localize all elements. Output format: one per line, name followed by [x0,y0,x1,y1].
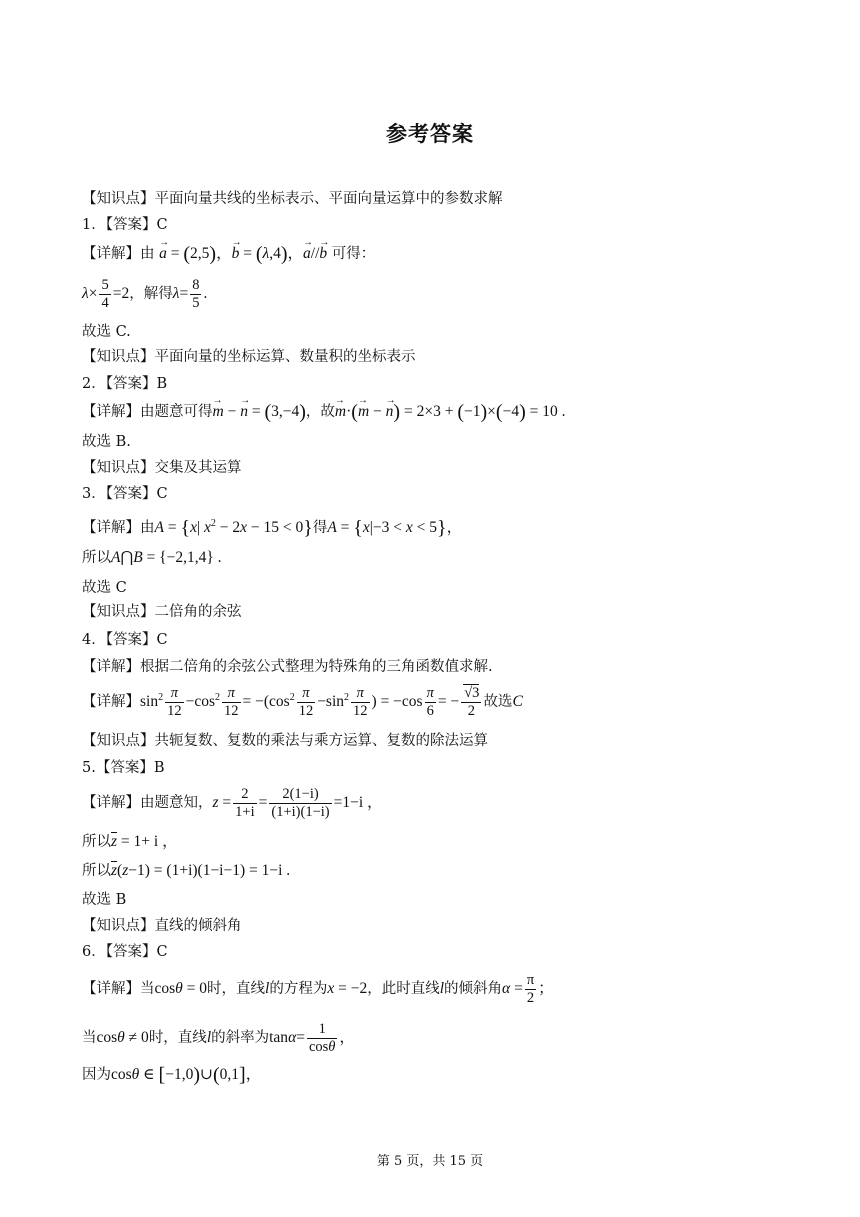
q2-knowledge-text: 平面向量的坐标运算、数量积的坐标表示 [154,349,416,365]
q3-intersection-line [82,548,222,568]
page-footer: 第 5 页，共 15 页 [376,1154,484,1169]
q3-detail-line [82,514,462,538]
answer-tag: 【答案】 [105,486,157,502]
q4-conclusion-text: 故选 [483,694,513,711]
answer-tag: 【答案】 [105,376,157,392]
q1-solve-line [82,277,207,312]
q5-conclusion: 故选 B [82,892,127,908]
q3-knowledge-text: 交集及其运算 [154,460,242,476]
q2-detail-lead: 由题意可得 [140,404,213,420]
q3-line2-lead: 所以 [82,550,111,566]
q3-intersection-formula: A⋂B = {−2,1,4} . [111,549,222,566]
q5-detail-lead: 由题意知， [140,795,213,812]
detail-tag: 【详解】 [82,246,140,262]
q5-answer-line [82,758,165,778]
q4-calculation-line [82,685,523,720]
q4-number: 4． [82,632,106,648]
q4-answer: C [156,632,168,648]
q3-detail-mid: 得 [312,520,328,537]
q2-number: 2． [82,376,106,392]
q6-line-l: l [439,980,445,998]
q2-knowledge-line [82,347,416,367]
q6-detail-when-tail: 时，直线 [207,981,266,998]
q4-knowledge-line [82,602,242,622]
answer-tag: 【答案】 [105,632,157,648]
q5-answer: B [153,760,165,776]
q4-knowledge-text: 二倍角的余弦 [154,604,242,620]
q3-number: 3． [82,486,106,502]
q5-number: 5. [82,760,96,776]
q4-detail-text: 根据二倍角的余弦公式整理为特殊角的三角函数值求解. [140,659,493,675]
q3-detail-lead: 由 [140,520,155,537]
answer-tag: 【答案】 [105,944,157,960]
q6-cos-zero: cosθ = 0 [154,980,208,998]
q2-answer: B [156,376,168,392]
detail-tag: 【详解】 [82,659,140,675]
q6-detail-then: ，此时直线 [367,981,440,998]
q3-conclusion: 故选 C [82,580,127,596]
q3-set-a-result: A = {x|−3 < x < 5}， [327,517,463,540]
q2-dot-product-formula: → m·(→ m − → n) = 2×3 + (−1)×(−4) = 10 . [335,403,566,420]
q1-equation: λ× $\frac{5}{4}$ =2 [82,277,130,311]
q4-trig-formula: $\sin^2$ $\frac{\pi}{12}$ $-\cos^2$ $\frac{\pi}{12}$ = $-(\cos^2$ $\frac{\pi}{12}$ $-\sin^2$ $\frac{\pi}{12}$ ) = −cos $\frac{\pi}{6}$ = − $\frac{√3}{2}$ [140,685,480,719]
q6-detail-line [82,972,554,1007]
q1-solve-text: ，解得 [129,286,173,303]
q5-product-formula: $\overline{z}(z-1) = (1+i)(1-i-1) = 1-i$ . [111,862,291,879]
q1-answer-line [82,215,168,235]
answer-tag: 【答案】 [105,217,157,233]
knowledge-tag: 【知识点】 [82,604,155,620]
q4-answer-line [82,630,168,650]
q6-slope-formula: tanα= $\frac{1}{\cos\theta}$ ， [269,1021,355,1055]
knowledge-tag: 【知识点】 [82,460,155,476]
q6-line-l: l [206,1029,212,1047]
q6-answer-line [82,942,168,962]
detail-tag: 【详解】 [82,981,140,998]
q1-conclusion: 故选 C. [82,324,131,340]
q1-vector-a-formula: → a = (2,5)，→ b = (λ,4)，→ a//→ b [159,245,327,262]
detail-tag: 【详解】 [82,404,140,420]
answer-tag: 【答案】 [95,760,154,776]
q2-answer-line [82,374,167,394]
q1-knowledge-text: 平面向量共线的坐标表示、平面向量运算中的参数求解 [154,191,503,207]
q5-conjugate-line [82,832,178,852]
q5-knowledge-text: 共轭复数、复数的乘法与乘方运算、复数的除法运算 [154,733,488,749]
q6-knowledge-text: 直线的倾斜角 [154,918,242,934]
q6-slope-line [82,1021,355,1056]
q5-knowledge-line [82,731,488,751]
q6-line-equation: x = −2 [327,980,368,998]
q6-cos-nonzero: cosθ ≠ 0 [96,1029,149,1047]
q5-line2-lead: 所以 [82,834,111,850]
q6-line2-slope: 的斜率为 [211,1030,270,1047]
q6-knowledge-line [82,916,242,936]
q5-z-formula: z = $\frac{2}{1+i}$ = $\frac{2(1-i)}{(1+i)(1-i)}$ =1−i ， [212,786,383,820]
q2-detail-line [82,402,566,422]
q6-line-l: l [265,980,270,998]
q6-line2-tail: 时，直线 [148,1030,207,1047]
detail-tag: 【详解】 [82,795,140,812]
knowledge-tag: 【知识点】 [82,918,155,934]
detail-tag: 【详解】 [82,520,140,537]
q6-range-formula: cosθ ∈ [−1,0)∪(0,1]， [111,1064,262,1086]
q1-detail-line [82,244,375,264]
q1-answer: C [156,217,168,233]
q6-line3-lead: 因为 [82,1067,111,1083]
q1-number: 1． [82,217,106,233]
knowledge-tag: 【知识点】 [82,733,155,749]
q3-knowledge-line [82,458,242,478]
q1-detail-tail: 可得： [331,246,376,262]
q4-hint-line [82,657,493,677]
q6-answer: C [156,944,168,960]
q6-number: 6． [82,944,106,960]
knowledge-tag: 【知识点】 [82,349,155,365]
q3-answer-line [82,484,168,504]
q6-detail-when: 当 [140,981,155,998]
q5-product-line [82,861,290,881]
q3-answer: C [156,486,168,502]
detail-tag: 【详解】 [82,694,140,711]
q6-angle-formula: α = $\frac{\pi}{2}$ ； [502,972,554,1006]
knowledge-tag: 【知识点】 [82,191,155,207]
q1-lambda-result: λ= $\frac{8}{5}$ . [172,277,208,311]
q3-set-a-definition: A = {x| $x^2 - 2x - 15 < 0$} [154,517,313,540]
q2-conclusion: 故选 B. [82,434,131,450]
q1-knowledge-line [82,189,503,209]
q6-detail-eq-text: 的方程为 [269,981,328,998]
q4-conclusion-letter: C [512,693,523,711]
q2-detail-mid: ，故 [305,404,335,420]
q5-conjugate-formula: $\overline{z} = 1+ i$ ， [111,833,178,850]
q6-line2-when: 当 [82,1030,97,1047]
page-title: 参考答案 [386,122,474,146]
q6-range-line [82,1065,261,1085]
q1-detail-lead: 由 [140,246,155,262]
q5-line3-lead: 所以 [82,863,111,879]
q5-detail-line [82,786,383,821]
q2-difference-formula: → m − → n = (3,−4) [213,403,306,420]
q6-detail-angle: 的倾斜角 [444,981,503,998]
